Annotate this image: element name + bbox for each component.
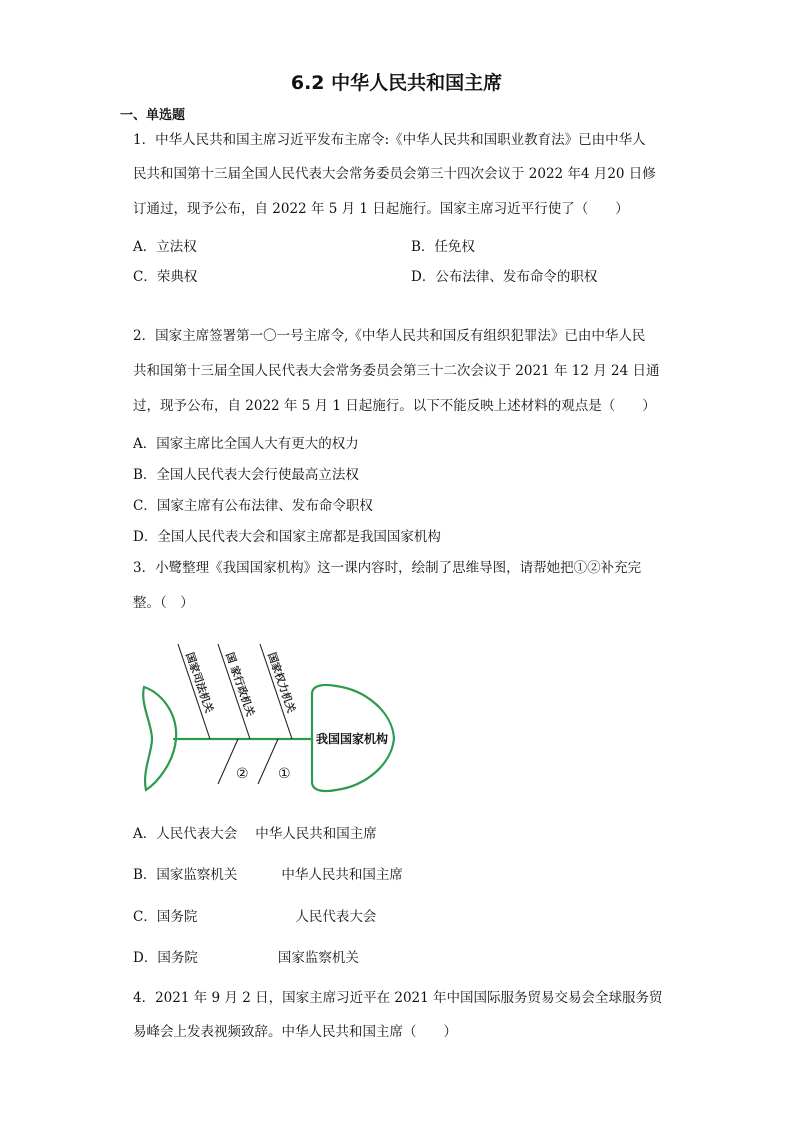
bone-label-administrative: 国 家行政机关 [223,651,257,719]
mark-1: ① [278,766,291,782]
q3-option-c[interactable] [133,905,376,925]
bone-label-power: 国家权力机关 [265,651,298,715]
q2-option-b[interactable]: B．全国人民代表大会行使最高立法权 [133,467,359,483]
bone-label-judicial: 国家司法机关 [183,651,216,715]
q2-option-c[interactable]: C．国家主席有公布法律、发布命令职权 [133,498,373,514]
q1-option-b[interactable]: B．任免权 [411,239,475,255]
head-label: 我国国家机构 [316,732,389,746]
q2-line-2: 共和国第十三届全国人民代表大会常务委员会第三十二次会议于 2021 年 12 月 24 日通 [133,363,660,379]
q3-option-a[interactable] [133,822,377,842]
q3-option-b[interactable] [133,863,403,883]
mark-2: ② [236,766,249,782]
q1-option-a[interactable]: A．立法权 [133,239,197,255]
q3-option-d-second: 国家监察机关 [277,950,359,966]
q3-option-d-first: 国务院 [157,950,198,966]
q4-line-1: 4．2021 年 9 月 2 日，国家主席习近平在 2021 年中国国际服务贸易交易会全球服务贸 [133,990,663,1006]
q3-line-2: 整。（ ） [133,595,194,611]
q4-line-2: 易峰会上发表视频致辞。中华人民共和国主席（ ） [133,1024,457,1040]
q3-option-a-first: 人民代表大会 [156,826,238,842]
q1-line-1: 1．中华人民共和国主席习近平发布主席令:《中华人民共和国职业教育法》已由中华人 [133,132,646,148]
bone-bottom-2 [258,739,278,784]
q1-line-2: 民共和国第十三届全国人民代表大会常务委员会第三十四次会议于 2022 年4 月20 日修 [133,166,656,182]
q2-option-d[interactable]: D．全国人民代表大会和国家主席都是我国国家机构 [133,529,441,545]
q2-option-a[interactable]: A．国家主席比全国人大有更大的权力 [133,436,359,452]
q3-option-b-second: 中华人民共和国主席 [281,867,403,883]
q1-option-c[interactable]: C．荣典权 [133,269,198,285]
q3-line-1: 3．小鹭整理《我国国家机构》这一课内容时，绘制了思维导图，请帮她把①②补充完 [133,560,642,576]
q2-line-1: 2．国家主席签署第一〇一号主席令,《中华人民共和国反有组织犯罪法》已由中华人民 [133,328,646,344]
q3-option-d-letter: D． [133,950,158,966]
q1-option-d[interactable]: D．公布法律、发布命令的职权 [411,269,598,285]
q3-option-b-first: 国家监察机关 [156,867,238,883]
q3-option-c-second: 人民代表大会 [295,909,377,925]
page-title: 6.2 中华人民共和国主席 [290,72,503,94]
q3-option-b-letter: B． [133,867,157,883]
q1-line-3: 订通过，现予公布，自 2022 年 5 月 1 日起施行。国家主席习近平行使了（ ） [133,201,629,217]
bone-bottom-1 [218,739,238,784]
section-heading: 一、单选题 [120,108,186,123]
q3-option-d[interactable] [133,946,359,966]
fish-tail [143,687,176,790]
q2-line-3: 过，现予公布，自 2022 年 5 月 1 日起施行。以下不能反映上述材料的观点是（ ） [133,398,656,414]
q3-option-c-letter: C． [133,909,157,925]
fishbone-diagram [130,632,410,802]
q3-option-a-letter: A． [133,826,157,842]
q3-option-a-second: 中华人民共和国主席 [255,826,377,842]
q3-option-c-first: 国务院 [156,909,198,925]
